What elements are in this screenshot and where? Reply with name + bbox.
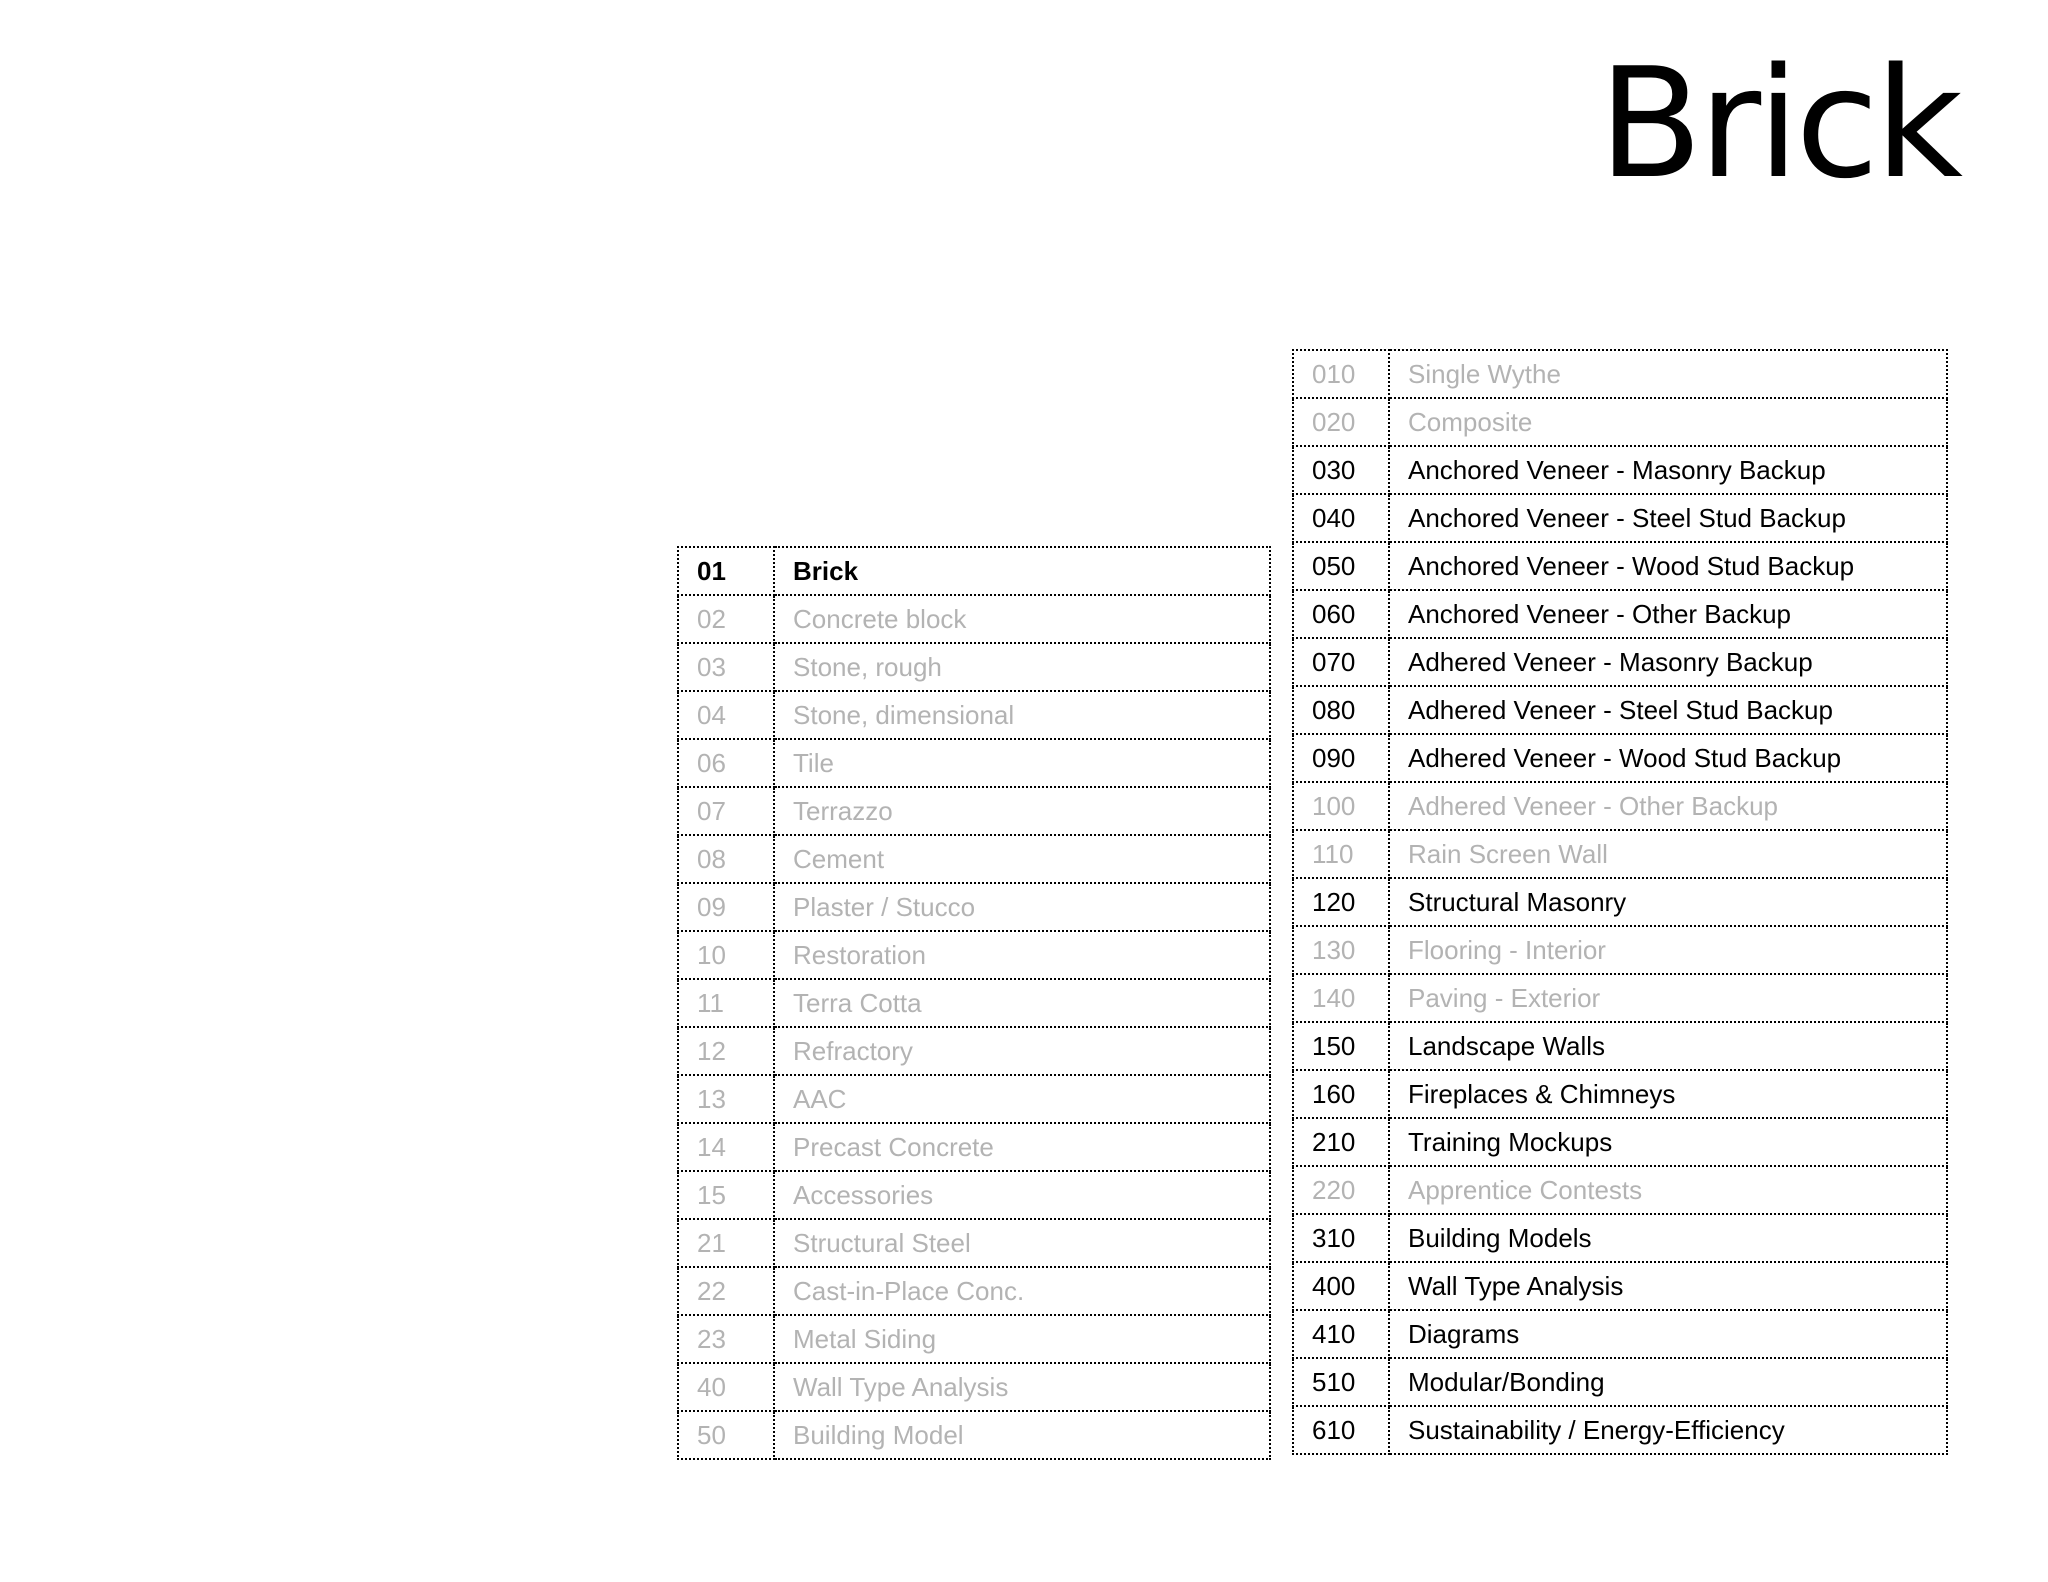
subcategory-row-code: 050 xyxy=(1293,542,1389,590)
subcategory-row-label: Fireplaces & Chimneys xyxy=(1389,1070,1947,1118)
subcategory-row[interactable] xyxy=(1293,686,1947,734)
category-row[interactable] xyxy=(678,1267,1270,1315)
category-row[interactable] xyxy=(678,1219,1270,1267)
subcategory-row[interactable] xyxy=(1293,1118,1947,1166)
subcategory-row-label: Paving - Exterior xyxy=(1389,974,1947,1022)
subcategory-row-label: Adhered Veneer - Other Backup xyxy=(1389,782,1947,830)
category-row-label: Stone, dimensional xyxy=(774,691,1270,739)
category-row-code: 12 xyxy=(678,1027,774,1075)
category-table xyxy=(677,546,1271,1460)
subcategory-row-code: 210 xyxy=(1293,1118,1389,1166)
category-row-label: Accessories xyxy=(774,1171,1270,1219)
subcategory-row-label: Composite xyxy=(1389,398,1947,446)
category-row-code: 13 xyxy=(678,1075,774,1123)
category-row[interactable] xyxy=(678,1171,1270,1219)
category-row-code: 10 xyxy=(678,931,774,979)
subcategory-row-code: 610 xyxy=(1293,1406,1389,1454)
subcategory-row[interactable] xyxy=(1293,974,1947,1022)
category-row[interactable] xyxy=(678,739,1270,787)
subcategory-row-code: 090 xyxy=(1293,734,1389,782)
category-row-code: 04 xyxy=(678,691,774,739)
category-row-label: Refractory xyxy=(774,1027,1270,1075)
subcategory-row-code: 030 xyxy=(1293,446,1389,494)
subcategory-row[interactable] xyxy=(1293,1310,1947,1358)
category-row[interactable] xyxy=(678,595,1270,643)
page-title: Brick xyxy=(1598,35,1959,212)
subcategory-row-label: Diagrams xyxy=(1389,1310,1947,1358)
category-row-label: AAC xyxy=(774,1075,1270,1123)
category-row-label: Wall Type Analysis xyxy=(774,1363,1270,1411)
category-row[interactable] xyxy=(678,931,1270,979)
subcategory-row-label: Adhered Veneer - Wood Stud Backup xyxy=(1389,734,1947,782)
category-row-code: 03 xyxy=(678,643,774,691)
subcategory-row-label: Structural Masonry xyxy=(1389,878,1947,926)
category-row[interactable] xyxy=(678,1075,1270,1123)
category-row[interactable] xyxy=(678,787,1270,835)
category-row-code: 11 xyxy=(678,979,774,1027)
category-row[interactable] xyxy=(678,883,1270,931)
category-row[interactable] xyxy=(678,1363,1270,1411)
subcategory-row-code: 070 xyxy=(1293,638,1389,686)
subcategory-row-code: 400 xyxy=(1293,1262,1389,1310)
subcategory-row-label: Training Mockups xyxy=(1389,1118,1947,1166)
subcategory-row-label: Building Models xyxy=(1389,1214,1947,1262)
category-row[interactable] xyxy=(678,835,1270,883)
subcategory-row[interactable] xyxy=(1293,542,1947,590)
subcategory-row[interactable] xyxy=(1293,590,1947,638)
category-row-code: 40 xyxy=(678,1363,774,1411)
subcategory-row[interactable] xyxy=(1293,638,1947,686)
category-row[interactable] xyxy=(678,547,1270,595)
category-row-label: Cast-in-Place Conc. xyxy=(774,1267,1270,1315)
category-row[interactable] xyxy=(678,691,1270,739)
category-row[interactable] xyxy=(678,1027,1270,1075)
subcategory-row-label: Anchored Veneer - Wood Stud Backup xyxy=(1389,542,1947,590)
subcategory-row-code: 120 xyxy=(1293,878,1389,926)
category-row-code: 23 xyxy=(678,1315,774,1363)
category-row-label: Precast Concrete xyxy=(774,1123,1270,1171)
subcategory-row-code: 410 xyxy=(1293,1310,1389,1358)
subcategory-row-code: 140 xyxy=(1293,974,1389,1022)
subcategory-row-code: 510 xyxy=(1293,1358,1389,1406)
subcategory-row[interactable] xyxy=(1293,446,1947,494)
subcategory-row-code: 160 xyxy=(1293,1070,1389,1118)
subcategory-row-code: 040 xyxy=(1293,494,1389,542)
category-row-label: Metal Siding xyxy=(774,1315,1270,1363)
category-row-label: Tile xyxy=(774,739,1270,787)
category-row[interactable] xyxy=(678,1123,1270,1171)
subcategory-row-code: 220 xyxy=(1293,1166,1389,1214)
category-row-label: Structural Steel xyxy=(774,1219,1270,1267)
subcategory-row-code: 020 xyxy=(1293,398,1389,446)
subcategory-row-code: 080 xyxy=(1293,686,1389,734)
category-row[interactable] xyxy=(678,1315,1270,1363)
subcategory-row[interactable] xyxy=(1293,782,1947,830)
subcategory-row[interactable] xyxy=(1293,1262,1947,1310)
category-row[interactable] xyxy=(678,643,1270,691)
category-row-label: Brick xyxy=(774,547,1270,595)
category-row-label: Restoration xyxy=(774,931,1270,979)
subcategory-row-code: 130 xyxy=(1293,926,1389,974)
subcategory-row-label: Rain Screen Wall xyxy=(1389,830,1947,878)
subcategory-row-label: Apprentice Contests xyxy=(1389,1166,1947,1214)
subcategory-row-code: 110 xyxy=(1293,830,1389,878)
subcategory-row[interactable] xyxy=(1293,830,1947,878)
subcategory-row[interactable] xyxy=(1293,734,1947,782)
subcategory-row-label: Anchored Veneer - Other Backup xyxy=(1389,590,1947,638)
category-row-code: 14 xyxy=(678,1123,774,1171)
subcategory-table xyxy=(1292,349,1948,1455)
subcategory-row-code: 100 xyxy=(1293,782,1389,830)
category-row-label: Terra Cotta xyxy=(774,979,1270,1027)
subcategory-row-label: Adhered Veneer - Masonry Backup xyxy=(1389,638,1947,686)
category-row-code: 15 xyxy=(678,1171,774,1219)
subcategory-row-label: Single Wythe xyxy=(1389,350,1947,398)
subcategory-row[interactable] xyxy=(1293,878,1947,926)
category-row-code: 09 xyxy=(678,883,774,931)
subcategory-row[interactable] xyxy=(1293,494,1947,542)
category-row-label: Cement xyxy=(774,835,1270,883)
subcategory-row-label: Flooring - Interior xyxy=(1389,926,1947,974)
subcategory-row-label: Adhered Veneer - Steel Stud Backup xyxy=(1389,686,1947,734)
category-row-label: Terrazzo xyxy=(774,787,1270,835)
subcategory-row-code: 310 xyxy=(1293,1214,1389,1262)
subcategory-row-label: Wall Type Analysis xyxy=(1389,1262,1947,1310)
category-row-code: 22 xyxy=(678,1267,774,1315)
category-row-label: Building Model xyxy=(774,1411,1270,1459)
subcategory-row[interactable] xyxy=(1293,1022,1947,1070)
subcategory-row-label: Sustainability / Energy-Efficiency xyxy=(1389,1406,1947,1454)
category-row-label: Concrete block xyxy=(774,595,1270,643)
category-row-code: 06 xyxy=(678,739,774,787)
subcategory-row-label: Modular/Bonding xyxy=(1389,1358,1947,1406)
category-row-label: Stone, rough xyxy=(774,643,1270,691)
category-row-code: 07 xyxy=(678,787,774,835)
subcategory-row-code: 010 xyxy=(1293,350,1389,398)
subcategory-row[interactable] xyxy=(1293,926,1947,974)
category-row[interactable] xyxy=(678,979,1270,1027)
subcategory-row[interactable] xyxy=(1293,1406,1947,1454)
subcategory-row-code: 060 xyxy=(1293,590,1389,638)
subcategory-row[interactable] xyxy=(1293,1166,1947,1214)
category-row-code: 08 xyxy=(678,835,774,883)
category-row-code: 02 xyxy=(678,595,774,643)
subcategory-row[interactable] xyxy=(1293,1358,1947,1406)
subcategory-row[interactable] xyxy=(1293,1214,1947,1262)
category-row-code: 21 xyxy=(678,1219,774,1267)
subcategory-row-label: Anchored Veneer - Steel Stud Backup xyxy=(1389,494,1947,542)
subcategory-row[interactable] xyxy=(1293,398,1947,446)
category-row-label: Plaster / Stucco xyxy=(774,883,1270,931)
subcategory-row-label: Landscape Walls xyxy=(1389,1022,1947,1070)
subcategory-row-label: Anchored Veneer - Masonry Backup xyxy=(1389,446,1947,494)
subcategory-row-code: 150 xyxy=(1293,1022,1389,1070)
subcategory-row[interactable] xyxy=(1293,1070,1947,1118)
category-row-code: 50 xyxy=(678,1411,774,1459)
subcategory-row[interactable] xyxy=(1293,350,1947,398)
category-row[interactable] xyxy=(678,1411,1270,1459)
category-row-code: 01 xyxy=(678,547,774,595)
